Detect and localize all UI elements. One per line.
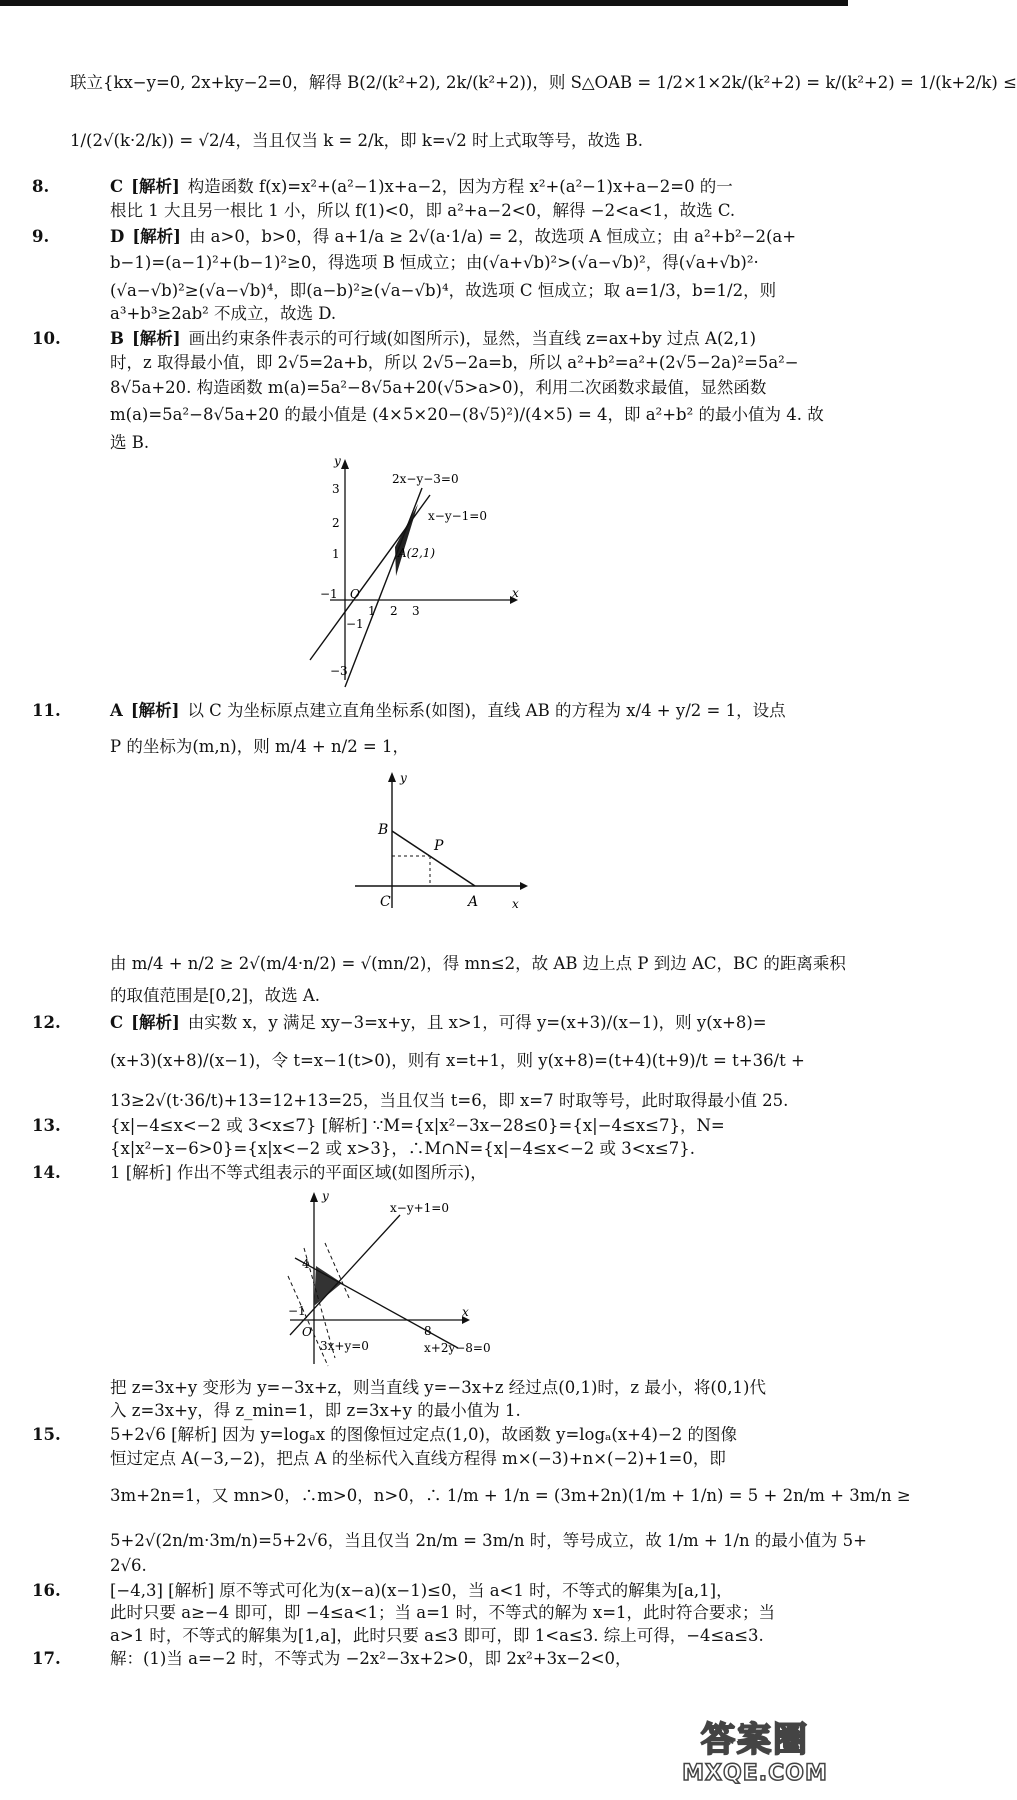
q15-line4: 5+2√(2n/m·3m/n)=5+2√6，当且仅当 2n/m = 3m/n 时，等号成立，故 1/m + 1/n 的最小值为 5+ [110,1531,867,1550]
q11-tag: [解析] [130,701,180,720]
q11-answer: A [110,701,123,720]
watermark-url: MXQE.COM [682,1761,828,1786]
ytick-1: 1 [332,547,340,561]
q9-line4: a³+b³≥2ab² 不成立，故选 D. [110,304,337,323]
q10-line1 [110,328,815,350]
q11-line4: 的取值范围是[0,2]，故选 A. [110,986,321,1005]
q16-line3: a>1 时，不等式的解集为[1,a]，此时只要 a≤3 即可，即 1<a≤3. 综上可得，−4≤a≤3. [110,1626,764,1645]
q10-line3: 8√5a+20. 构造函数 m(a)=5a²−8√5a+20(√5>a>0)，利用二次函数求最值，显然函数 [110,378,767,397]
line-x-y-1 [310,495,430,660]
q9-line2: b−1)=(a−1)²+(b−1)²≥0，得选项 B 恒成立；由(√a+√b)²>(√a−√b)²，得(√a+√b)²· [110,253,759,272]
q9-number: 9. [32,227,50,246]
y-axis-arrow [310,1192,318,1202]
q14-number: 14. [32,1163,61,1182]
q14-figure [290,1188,540,1368]
q12-line3: 13≥2√(t·36/t)+13=12+13=25，当且仅当 t=6，即 x=7 时取等号，此时取得最小值 25. [110,1091,789,1110]
q11-line3: 由 m/4 + n/2 ≥ 2√(m/4·n/2) = √(mn/2)，得 mn≤2，故 AB 边上点 P 到边 AC，BC 的距离乘积 [110,954,846,973]
q8-line1 [110,176,815,198]
xtick-2: 2 [390,604,398,618]
point-C-label: C [380,894,391,910]
q10-line4: m(a)=5a²−8√5a+20 的最小值是 (4×5×20−(8√5)²)/(4×5) = 4，即 a²+b² 的最小值为 4. 故 [110,405,824,424]
xtick-minus1: −1 [288,1304,306,1318]
q14-line3: 入 z=3x+y，得 z_min=1，即 z=3x+y 的最小值为 1. [110,1401,521,1420]
q11-line2: P 的坐标为(m,n)，则 m/4 + n/2 = 1， [110,737,409,756]
q17-number: 17. [32,1649,61,1668]
ytick-2: 2 [332,516,340,530]
top-border [0,0,848,6]
q12-text-a: 由实数 x，y 满足 xy−3=x+y，且 x>1，可得 y=(x+3)/(x−1)，则 y(x+8)= [187,1013,767,1032]
xtick-3: 3 [412,604,420,618]
watermark-title: 答案圈 [701,1720,809,1760]
q10-line2: 时，z 取得最小值，即 2√5=2a+b，所以 2√5−2a=b，所以 a²+b²=a²+(2√5−2a)²=5a²− [110,353,799,372]
watermark-logo [680,1712,830,1786]
ytick-4: 4 [302,1257,310,1271]
q10-number: 10. [32,329,61,348]
q9-tag: [解析] [132,227,181,246]
label-line-3x+y: 3x+y=0 [320,1339,369,1353]
y-axis-label: y [400,771,407,785]
label-line1: 2x−y−3=0 [392,472,459,486]
q17-line1: 解：(1)当 a=−2 时，不等式为 −2x²−3x+2>0，即 2x²+3x−2<0， [110,1649,632,1668]
q7-line1: 联立{kx−y=0, 2x+ky−2=0，解得 B(2/(k²+2), 2k/(k²+2))，则 S△OAB = 1/2×1×2k/(k²+2) = k/(k²+2) = 1/(k+2/k) ≤ [70,73,1017,92]
q10-line5: 选 B. [110,433,150,452]
q15-number: 15. [32,1425,61,1444]
q8-text-a: 构造函数 f(x)=x²+(a²−1)x+a−2，因为方程 x²+(a²−1)x+a−2=0 的一 [187,177,733,196]
xtick-1: 1 [368,604,376,618]
ytick-minus3: −3 [330,664,348,678]
q15-line2: 恒过定点 A(−3,−2)，把点 A 的坐标代入直线方程得 m×(−3)+n×(−2)+1=0，即 [110,1449,726,1468]
label-line-x-y+1: x−y+1=0 [390,1201,449,1215]
q16-line2: 此时只要 a≥−4 即可，即 −4≤a<1；当 a=1 时，不等式的解为 x=1，此时符合要求；当 [110,1603,776,1622]
q13-number: 13. [32,1116,61,1135]
q9-line3: (√a−√b)²≥(√a−√b)⁴，即(a−b)²≥(√a−√b)⁴，故选项 C 恒成立；取 a=1/3，b=1/2，则 [110,281,777,300]
q9-text-a: 由 a>0，b>0，得 a+1/a ≥ 2√(a·1/a) = 2，故选项 A 恒成立；由 a²+b²−2(a+ [188,227,797,246]
q10-text-a: 画出约束条件表示的可行域(如图所示)，显然，当直线 z=ax+by 过点 A(2,1) [188,329,757,348]
q8-number: 8. [32,177,50,196]
y-axis-label: y [322,1189,329,1203]
q11-line1 [110,700,815,722]
xtick-minus1: −1 [320,587,338,601]
q12-number: 12. [32,1013,61,1032]
q15-line1: 5+2√6 [解析] 因为 y=logₐx 的图像恒过定点(1,0)，故函数 y=logₐ(x+4)−2 的图像 [110,1425,737,1444]
q16-line1: [−4,3] [解析] 原不等式可化为(x−a)(x−1)≤0，当 a<1 时，不等式的解集为[a,1]， [110,1581,733,1600]
label-line-x+2y-8: x+2y−8=0 [424,1341,491,1355]
q14-line2: 把 z=3x+y 变形为 y=−3x+z，则当直线 y=−3x+z 经过点(0,1)时，z 最小，将(0,1)代 [110,1378,766,1397]
q12-answer: C [110,1013,124,1032]
feasible-region [395,504,418,576]
q9-line1 [110,226,815,248]
q15-line3: 3m+2n=1，又 mn>0，∴m>0，n>0，∴ 1/m + 1/n = (3m+2n)(1/m + 1/n) = 5 + 2n/m + 3m/n ≥ [110,1486,911,1505]
q13-line2: {x|x²−x−6>0}={x|x<−2 或 x>3}，∴M∩N={x|−4≤x<−2 或 3<x≤7}. [110,1139,695,1158]
ytick-minus1: −1 [346,617,364,631]
q15-line5: 2√6. [110,1556,147,1575]
q11-text-a: 以 C 为坐标原点建立直角坐标系(如图)，直线 AB 的方程为 x/4 + y/2 = 1，设点 [187,701,786,720]
point-P-label: P [434,838,444,854]
origin-label: O [350,587,360,601]
q10-tag: [解析] [131,329,181,348]
q12-tag: [解析] [131,1013,180,1032]
q11-number: 11. [32,701,61,720]
y-axis-arrow [388,772,396,782]
label-line2: x−y−1=0 [428,509,487,523]
q8-line2: 根比 1 大且另一根比 1 小，所以 f(1)<0，即 a²+a−2<0，解得 −2<a<1，故选 C. [110,201,736,220]
point-A-label: A [468,894,479,910]
q13-line1: {x|−4≤x<−2 或 3<x≤7} [解析] ∵M={x|x²−3x−28≤0}={x|−4≤x≤7}，N= [110,1116,725,1135]
q16-number: 16. [32,1581,61,1600]
q10-figure [320,455,570,685]
q12-line2: (x+3)(x+8)/(x−1)，令 t=x−1(t>0)，则有 x=t+1，则 y(x+8)=(t+4)(t+9)/t = t+36/t + [110,1051,805,1070]
x-axis-arrow [520,882,528,890]
q7-line2: 1/(2√(k·2/k)) = √2/4，当且仅当 k = 2/k，即 k=√2 时上式取等号，故选 B. [70,131,644,150]
q14-line1: 1 [解析] 作出不等式组表示的平面区域(如图所示)， [110,1163,487,1182]
q10-answer: B [110,329,124,348]
q9-answer: D [110,227,125,246]
x-axis-label: x [512,897,519,911]
point-B-label: B [378,822,389,838]
xtick-8: 8 [424,1324,432,1338]
x-axis-label: x [462,1305,469,1319]
y-axis-arrow [341,459,349,469]
y-axis-label: y [334,454,341,468]
q12-line1 [110,1012,815,1034]
ytick-3: 3 [332,482,340,496]
q8-tag: [解析] [131,177,180,196]
origin-label: O [302,1325,312,1339]
point-A-label: A(2,1) [398,546,436,560]
x-axis-label: x [512,586,519,600]
q8-answer: C [110,177,124,196]
q11-figure [350,768,540,918]
